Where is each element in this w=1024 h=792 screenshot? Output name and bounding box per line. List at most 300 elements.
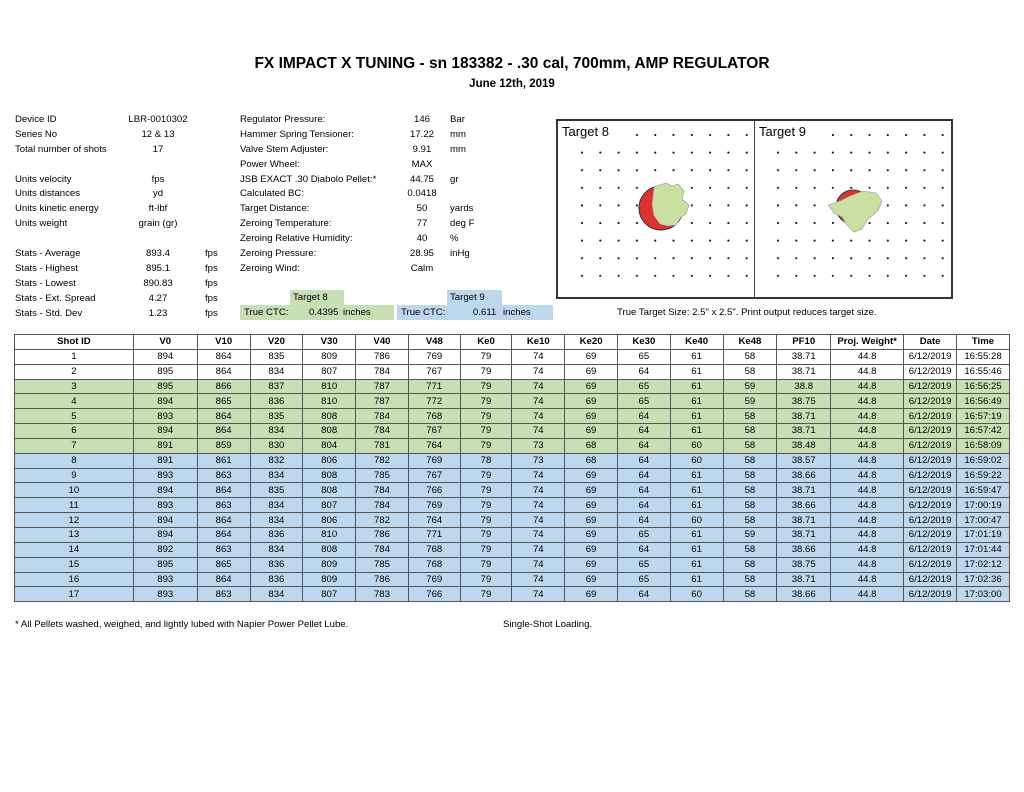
target-dot [923, 257, 925, 259]
table-cell: 64 [617, 498, 670, 513]
target8-ctc [240, 305, 394, 320]
target-dot [581, 152, 583, 154]
table-cell: 17:00:47 [956, 513, 1009, 528]
table-cell: 893 [133, 498, 197, 513]
table-cell: 44.8 [831, 483, 904, 498]
target-dot [777, 275, 779, 277]
target-dot [850, 134, 852, 136]
table-cell: 806 [303, 513, 356, 528]
target-dot [654, 240, 656, 242]
table-row [15, 542, 1010, 557]
right_info-label: Calculated BC: [240, 188, 304, 200]
target-dot [795, 257, 797, 259]
target-dot [795, 275, 797, 277]
table-cell: 808 [303, 468, 356, 483]
table-cell: 58 [723, 453, 777, 468]
table-cell: 44.8 [831, 557, 904, 572]
table-cell: 859 [197, 438, 250, 453]
table-cell: 864 [197, 364, 250, 379]
target-dot [887, 222, 889, 224]
target-dot [654, 169, 656, 171]
target-dot [691, 169, 693, 171]
left_info-label: Stats - Average [15, 248, 81, 260]
target-dot [618, 257, 620, 259]
table-cell: 38.71 [777, 349, 831, 364]
target-dot [832, 187, 834, 189]
table-cell: 5 [15, 409, 134, 424]
target-dot [905, 240, 907, 242]
target-dot [923, 169, 925, 171]
table-cell: 894 [133, 527, 197, 542]
target-dot [814, 152, 816, 154]
table-cell: 61 [670, 468, 723, 483]
table-cell: 806 [303, 453, 356, 468]
table-cell: 6/12/2019 [904, 572, 957, 587]
table-cell: 6 [15, 424, 134, 439]
target-dot [691, 257, 693, 259]
target-dot [814, 275, 816, 277]
target-dot [832, 275, 834, 277]
table-cell: 60 [670, 438, 723, 453]
right_info-value: Calm [410, 262, 434, 274]
table-cell: 69 [565, 513, 618, 528]
target-dot [832, 222, 834, 224]
table-cell: 6/12/2019 [904, 587, 957, 602]
table-cell: 834 [250, 468, 303, 483]
table-cell: 810 [303, 394, 356, 409]
table-cell: 6/12/2019 [904, 498, 957, 513]
left_info-label: Stats - Ext. Spread [15, 292, 96, 304]
right_info-unit [450, 187, 475, 202]
target-dot [795, 222, 797, 224]
table-cell: 44.8 [831, 394, 904, 409]
table-cell: 768 [408, 409, 460, 424]
target-dot [727, 257, 729, 259]
target-dot [868, 275, 870, 277]
target-dot [691, 187, 693, 189]
right_info-value: 44.75 [409, 173, 434, 185]
target-dot [727, 275, 729, 277]
table-cell: 69 [565, 587, 618, 602]
table-cell: 64 [617, 587, 670, 602]
target-dot [746, 275, 748, 277]
table-cell: 784 [356, 409, 409, 424]
table-cell: 61 [670, 527, 723, 542]
table-cell: 16:59:02 [956, 453, 1009, 468]
target-dot [654, 257, 656, 259]
table-cell: 767 [408, 468, 460, 483]
table-cell: 64 [617, 513, 670, 528]
table-cell: 69 [565, 349, 618, 364]
table-cell: 69 [565, 557, 618, 572]
table-cell: 65 [617, 527, 670, 542]
target-dot [636, 275, 638, 277]
target-dot [727, 204, 729, 206]
footnote: * All Pellets washed, weighed, and lightly lubed with Napier Power Pellet Lube. [15, 619, 349, 630]
table-cell: 834 [250, 542, 303, 557]
table-cell: 785 [356, 468, 409, 483]
table-cell: 4 [15, 394, 134, 409]
table-cell: 69 [565, 379, 618, 394]
table-cell: 79 [460, 349, 512, 364]
table-cell: 74 [512, 498, 565, 513]
table-cell: 58 [723, 438, 777, 453]
table-cell: 44.8 [831, 498, 904, 513]
column-header: V48 [408, 335, 460, 350]
table-cell: 771 [408, 379, 460, 394]
target-dot [814, 204, 816, 206]
table-cell: 804 [303, 438, 356, 453]
left-info-units [205, 113, 218, 321]
table-cell: 59 [723, 394, 777, 409]
table-cell: 38.8 [777, 379, 831, 394]
right_info-value: 0.0418 [407, 188, 437, 200]
right-info-labels [240, 113, 376, 277]
table-cell: 65 [617, 572, 670, 587]
table-cell: 16:55:46 [956, 364, 1009, 379]
left_info-value: 893.4 [145, 248, 170, 260]
target-dot [832, 257, 834, 259]
table-cell: 864 [197, 409, 250, 424]
column-header: Ke10 [512, 335, 565, 350]
table-cell: 58 [723, 542, 777, 557]
table-cell: 38.66 [777, 542, 831, 557]
table-cell: 786 [356, 572, 409, 587]
left_info-label: Units distances [15, 188, 81, 200]
table-cell: 38.71 [777, 513, 831, 528]
target-dot [923, 204, 925, 206]
target-dot [709, 152, 711, 154]
table-cell: 61 [670, 394, 723, 409]
table-cell: 892 [133, 542, 197, 557]
target-dot [672, 275, 674, 277]
table-cell: 79 [460, 527, 512, 542]
table-cell: 16:56:25 [956, 379, 1009, 394]
left_info-value: ft-lbf [148, 203, 168, 215]
target-dot [923, 152, 925, 154]
table-cell: 16:59:22 [956, 468, 1009, 483]
right_info-label: JSB EXACT .30 Diabolo Pellet:* [240, 173, 377, 185]
target-dot [795, 187, 797, 189]
left_info-unit: fps [205, 262, 218, 274]
target-dot [942, 152, 944, 154]
table-cell: 58 [723, 468, 777, 483]
target-dot [887, 152, 889, 154]
target-dot [691, 152, 693, 154]
table-cell: 787 [356, 394, 409, 409]
target-dot [691, 204, 693, 206]
table-cell: 79 [460, 498, 512, 513]
table-cell: 893 [133, 409, 197, 424]
left_info-label: Series No [15, 128, 58, 140]
table-cell: 61 [670, 483, 723, 498]
column-header: PF10 [777, 335, 831, 350]
target-dot [709, 257, 711, 259]
table-cell: 64 [617, 364, 670, 379]
table-row [15, 349, 1010, 364]
target-dot [691, 222, 693, 224]
target-dot [599, 152, 601, 154]
right_info-unit: mm [450, 128, 466, 140]
target-dot [709, 204, 711, 206]
table-cell: 61 [670, 424, 723, 439]
right_info-value: 77 [416, 218, 428, 230]
table-cell: 69 [565, 483, 618, 498]
table-cell: 17:01:44 [956, 542, 1009, 557]
table-cell: 865 [197, 394, 250, 409]
table-cell: 74 [512, 483, 565, 498]
table-row [15, 498, 1010, 513]
left_info-label: Units kinetic energy [15, 203, 99, 215]
table-cell: 769 [408, 572, 460, 587]
target-dot [672, 169, 674, 171]
left_info-label: Stats - Highest [15, 262, 78, 274]
table-cell: 79 [460, 587, 512, 602]
target-dot [832, 134, 834, 136]
table-cell: 58 [723, 483, 777, 498]
target-dot [581, 222, 583, 224]
table-cell: 17:02:12 [956, 557, 1009, 572]
right_info-label: Power Wheel: [240, 158, 300, 170]
table-cell: 767 [408, 364, 460, 379]
table-cell: 6/12/2019 [904, 409, 957, 424]
table-cell: 65 [617, 379, 670, 394]
table-cell: 69 [565, 364, 618, 379]
target-dot [777, 169, 779, 171]
table-cell: 836 [250, 527, 303, 542]
table-cell: 807 [303, 587, 356, 602]
table-cell: 59 [723, 379, 777, 394]
target-dot [727, 240, 729, 242]
right_info-label: Valve Stem Adjuster: [240, 143, 329, 155]
target-dot [777, 257, 779, 259]
table-cell: 79 [460, 557, 512, 572]
target-dot [636, 187, 638, 189]
column-header: V0 [133, 335, 197, 350]
table-row [15, 527, 1010, 542]
right_info-unit: yards [450, 203, 474, 215]
target-dot [599, 222, 601, 224]
table-cell: 38.75 [777, 557, 831, 572]
table-cell: 786 [356, 349, 409, 364]
table-cell: 784 [356, 424, 409, 439]
table-cell: 17:00:19 [956, 498, 1009, 513]
target-dot [691, 275, 693, 277]
table-cell: 6/12/2019 [904, 468, 957, 483]
table-cell: 6/12/2019 [904, 364, 957, 379]
table-cell: 866 [197, 379, 250, 394]
table-cell: 79 [460, 379, 512, 394]
table-cell: 834 [250, 364, 303, 379]
right_info-unit: inHg [450, 248, 470, 260]
table-cell: 6/12/2019 [904, 379, 957, 394]
table-cell: 78 [460, 453, 512, 468]
table-cell: 6/12/2019 [904, 483, 957, 498]
target-dot [746, 169, 748, 171]
right_info-value: 28.95 [409, 248, 434, 260]
target-dot [832, 169, 834, 171]
table-cell: 787 [356, 379, 409, 394]
table-cell: 9 [15, 468, 134, 483]
table-cell: 38.71 [777, 572, 831, 587]
left_info-label: Device ID [15, 114, 57, 125]
target-dot [905, 204, 907, 206]
table-cell: 895 [133, 379, 197, 394]
table-cell: 59 [723, 527, 777, 542]
target-dot [618, 275, 620, 277]
table-cell: 769 [408, 453, 460, 468]
table-row [15, 483, 1010, 498]
table-cell: 74 [512, 527, 565, 542]
target-dot [887, 169, 889, 171]
target-dot [746, 240, 748, 242]
target-dot [868, 222, 870, 224]
target-dot [887, 240, 889, 242]
left_info-value: fps [151, 173, 165, 185]
table-cell: 38.71 [777, 483, 831, 498]
table-cell: 809 [303, 349, 356, 364]
table-cell: 74 [512, 424, 565, 439]
table-cell: 16 [15, 572, 134, 587]
target-dot [868, 152, 870, 154]
table-cell: 61 [670, 542, 723, 557]
table-cell: 60 [670, 587, 723, 602]
target-dot [868, 134, 870, 136]
table-cell: 38.66 [777, 587, 831, 602]
target-dot [581, 257, 583, 259]
table-cell: 58 [723, 587, 777, 602]
table-cell: 836 [250, 394, 303, 409]
target-dot [887, 187, 889, 189]
table-cell: 784 [356, 483, 409, 498]
table-cell: 891 [133, 438, 197, 453]
table-cell: 782 [356, 453, 409, 468]
target-dot [672, 152, 674, 154]
table-cell: 808 [303, 409, 356, 424]
target-dot [905, 169, 907, 171]
table-cell: 807 [303, 364, 356, 379]
table-cell: 834 [250, 498, 303, 513]
target-dot [618, 240, 620, 242]
left_info-value [108, 232, 208, 247]
table-cell: 865 [197, 557, 250, 572]
left_info-unit: fps [205, 307, 218, 319]
table-cell: 6/12/2019 [904, 513, 957, 528]
table-cell: 73 [512, 438, 565, 453]
target-dot [832, 152, 834, 154]
target-dot [727, 134, 729, 136]
table-cell: 769 [408, 498, 460, 513]
target9-impact-group [828, 190, 882, 232]
table-cell: 79 [460, 409, 512, 424]
target-dot [746, 204, 748, 206]
target-dot [795, 240, 797, 242]
target-dot [923, 240, 925, 242]
target-dot [777, 204, 779, 206]
table-cell: 772 [408, 394, 460, 409]
target-dot [581, 204, 583, 206]
target-dot [868, 169, 870, 171]
target-dot [672, 240, 674, 242]
table-cell: 74 [512, 587, 565, 602]
right_info-label: Zeroing Relative Humidity: [240, 233, 353, 245]
right_info-value: MAX [411, 158, 433, 170]
table-row [15, 513, 1010, 528]
left_info-unit [205, 202, 218, 217]
table-cell: 79 [460, 438, 512, 453]
left_info-value: 895.1 [145, 262, 170, 274]
table-cell: 79 [460, 483, 512, 498]
right_info-unit [450, 262, 475, 277]
target-dot [905, 257, 907, 259]
table-row [15, 468, 1010, 483]
target-dot [636, 257, 638, 259]
table-cell: 60 [670, 453, 723, 468]
table-cell: 893 [133, 572, 197, 587]
table-cell: 807 [303, 498, 356, 513]
target-dot [727, 169, 729, 171]
target8-ctc-value: 0.4395 [309, 307, 339, 318]
target-dot [814, 240, 816, 242]
target-dot [868, 240, 870, 242]
target-dot [636, 152, 638, 154]
right_info-label: Target Distance: [240, 203, 310, 215]
right_info-label: Hammer Spring Tensioner: [240, 128, 354, 140]
target-dot [672, 134, 674, 136]
target-dot [850, 275, 852, 277]
right_info-unit: mm [450, 143, 466, 155]
right_info-unit: Bar [450, 114, 465, 125]
left_info-unit: fps [205, 248, 218, 260]
table-cell: 895 [133, 557, 197, 572]
table-cell: 58 [723, 572, 777, 587]
target-dot [905, 152, 907, 154]
table-cell: 835 [250, 349, 303, 364]
column-header: Ke30 [617, 335, 670, 350]
table-cell: 65 [617, 557, 670, 572]
target9-ctc [397, 305, 553, 320]
left_info-value: LBR-0010302 [128, 114, 188, 125]
left_info-label: Stats - Std. Dev [15, 307, 83, 319]
target-dot [905, 187, 907, 189]
right_info-value: 17.22 [409, 128, 434, 140]
target-dot [618, 169, 620, 171]
table-cell: 836 [250, 557, 303, 572]
right_info-label: Regulator Pressure: [240, 114, 326, 125]
table-cell: 61 [670, 572, 723, 587]
table-cell: 17 [15, 587, 134, 602]
right_info-value: 146 [413, 114, 430, 125]
right_info-label: Zeroing Temperature: [240, 218, 332, 230]
table-cell: 68 [565, 438, 618, 453]
target-dot [581, 187, 583, 189]
table-cell: 61 [670, 409, 723, 424]
table-cell: 767 [408, 424, 460, 439]
target-dot [905, 134, 907, 136]
table-cell: 58 [723, 513, 777, 528]
table-cell: 830 [250, 438, 303, 453]
table-row [15, 557, 1010, 572]
table-cell: 16:55:28 [956, 349, 1009, 364]
target-dot [709, 187, 711, 189]
target-dot [727, 152, 729, 154]
target-dot [850, 169, 852, 171]
table-cell: 6/12/2019 [904, 394, 957, 409]
table-cell: 61 [670, 557, 723, 572]
table-cell: 809 [303, 572, 356, 587]
left_info-label: Stats - Lowest [15, 277, 76, 289]
table-cell: 44.8 [831, 468, 904, 483]
